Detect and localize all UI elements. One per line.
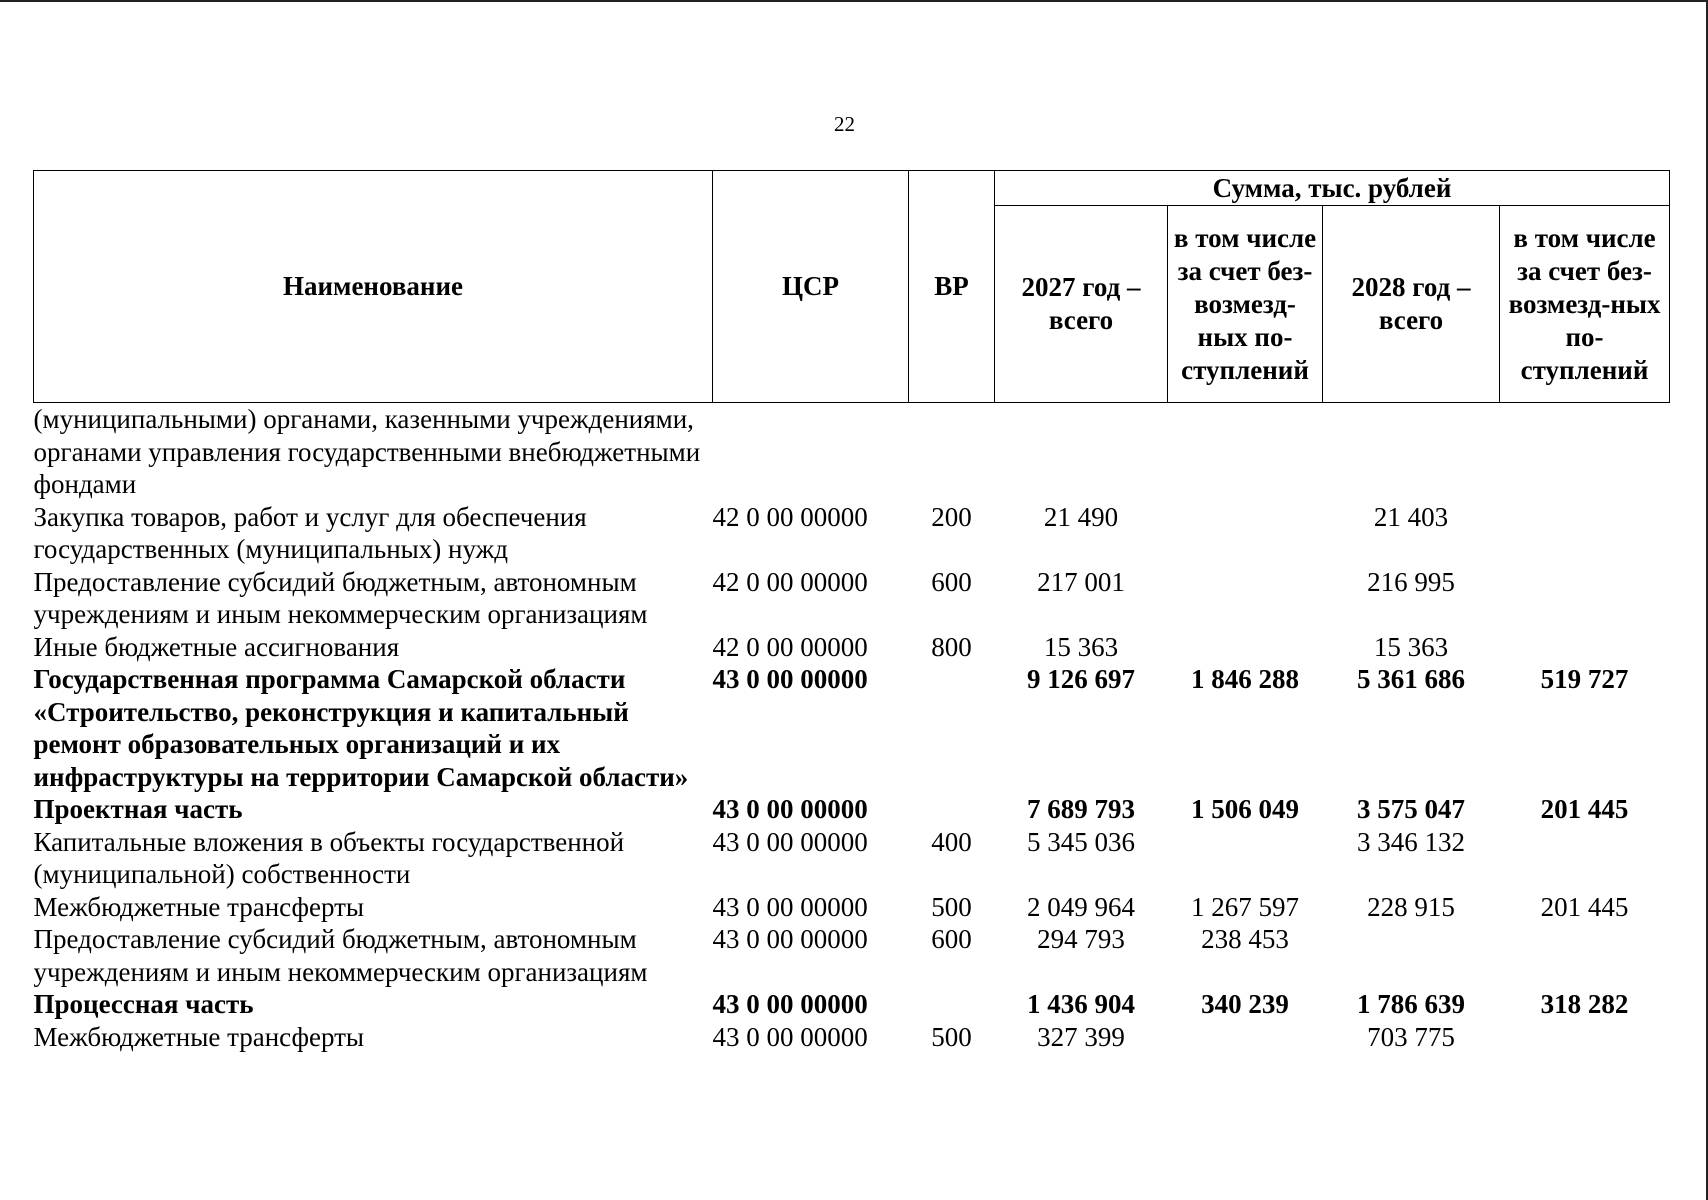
row-2028-grants <box>1500 501 1670 566</box>
row-csr: 43 0 00 00000 <box>712 1021 868 1052</box>
row-vr <box>909 663 995 793</box>
header-vr: ВР <box>909 171 995 403</box>
table-row <box>34 1021 1670 1054</box>
row-vr <box>909 403 995 501</box>
row-2028-grants: 318 282 <box>1540 989 1629 1019</box>
table-row <box>34 403 1670 501</box>
row-vr: 400 <box>931 826 972 857</box>
row-2027-grants <box>1168 631 1323 664</box>
row-2027-grants: 1 506 049 <box>1191 794 1299 824</box>
header-2028-total: 2028 год – всего <box>1323 206 1500 403</box>
row-2028-grants <box>1500 631 1670 664</box>
table-row <box>34 631 1670 664</box>
row-csr: 42 0 00 00000 <box>712 501 868 532</box>
table-row <box>34 566 1670 631</box>
row-2027-grants: 1 846 288 <box>1191 664 1299 694</box>
row-2028-grants: 519 727 <box>1540 664 1629 694</box>
row-2028-grants <box>1500 1021 1670 1054</box>
row-2027-total: 217 001 <box>1037 566 1125 597</box>
header-2028-grants: в том числе за счет без-возмезд-ных по-ступлений <box>1500 206 1670 403</box>
row-2028-total: 703 775 <box>1367 1021 1455 1052</box>
header-csr: ЦСР <box>713 171 909 403</box>
row-name: Предоставление субсидий бюджетным, автономным учреждениям и иным некоммерческим организациям <box>33 566 648 629</box>
row-2028-total: 3 575 047 <box>1357 794 1465 824</box>
row-2028-grants <box>1500 403 1670 501</box>
row-2027-grants <box>1168 1021 1323 1054</box>
row-csr: 43 0 00 00000 <box>712 664 868 694</box>
row-2027-grants: 1 267 597 <box>1191 891 1299 922</box>
header-2027-total: 2027 год – всего <box>995 206 1168 403</box>
row-2027-total: 2 049 964 <box>1027 891 1135 922</box>
row-csr <box>713 403 909 501</box>
row-vr: 200 <box>931 501 972 532</box>
row-csr: 43 0 00 00000 <box>712 891 868 922</box>
row-vr: 500 <box>931 1021 972 1052</box>
header-2027-grants: в том числе за счет без-возмезд-ных по-ступлений <box>1168 206 1323 403</box>
row-2028-total: 21 403 <box>1373 501 1449 532</box>
table-row <box>34 501 1670 566</box>
row-2028-total <box>1323 403 1500 501</box>
header-name: Наименование <box>34 171 713 403</box>
row-2028-grants: 201 445 <box>1540 891 1629 922</box>
page-top-edge <box>0 0 1708 2</box>
row-2028-total: 216 995 <box>1367 566 1455 597</box>
row-2028-grants <box>1500 923 1670 988</box>
row-2027-total: 21 490 <box>1043 501 1119 532</box>
row-csr: 43 0 00 00000 <box>712 989 868 1019</box>
table-body <box>34 403 1670 1054</box>
table-row <box>34 891 1670 924</box>
row-2028-grants: 201 445 <box>1540 794 1629 824</box>
row-2027-total: 5 345 036 <box>1027 826 1135 857</box>
row-2028-total <box>1323 923 1500 988</box>
row-vr: 600 <box>931 924 972 954</box>
row-name: (муниципальными) органами, казенными учреждениями, органами управления государственными внебюджетными фондами <box>33 404 701 499</box>
row-name: Межбюджетные трансферты <box>33 891 365 922</box>
row-2027-grants <box>1168 501 1323 566</box>
row-2027-total: 9 126 697 <box>1027 664 1135 694</box>
row-2027-grants <box>1168 826 1323 891</box>
row-name: Межбюджетные трансферты <box>33 1021 365 1052</box>
row-2028-total: 1 786 639 <box>1357 989 1465 1019</box>
row-name: Проектная часть <box>33 794 243 824</box>
row-2027-total: 15 363 <box>1043 631 1119 662</box>
row-vr <box>909 793 995 826</box>
row-vr: 500 <box>931 891 972 922</box>
row-name: Закупка товаров, работ и услуг для обеспечения государственных (муниципальных) нужд <box>33 501 587 564</box>
row-vr: 800 <box>931 631 972 662</box>
row-2027-grants: 238 453 <box>1201 924 1289 954</box>
row-name: Государственная программа Самарской области «Строительство, реконструкция и капитальный ремонт образовательных организаций и их инфраструктуры на территории Самарской области» <box>33 664 689 792</box>
row-csr: 43 0 00 00000 <box>712 826 868 857</box>
row-2028-grants <box>1500 566 1670 631</box>
row-2027-total: 327 399 <box>1037 1021 1125 1052</box>
table-row <box>34 793 1670 826</box>
row-2027-total <box>995 403 1168 501</box>
row-2027-grants <box>1168 566 1323 631</box>
row-vr: 600 <box>931 566 972 597</box>
row-2028-grants <box>1500 826 1670 891</box>
table-row <box>34 988 1670 1021</box>
row-csr: 43 0 00 00000 <box>712 924 868 954</box>
row-name: Предоставление субсидий бюджетным, автономным учреждениям и иным некоммерческим организациям <box>33 924 648 987</box>
row-2028-total: 15 363 <box>1373 631 1449 662</box>
row-2027-total: 294 793 <box>1037 924 1125 954</box>
row-vr <box>909 988 995 1021</box>
row-2028-total: 5 361 686 <box>1357 664 1465 694</box>
row-2028-total: 3 346 132 <box>1357 826 1465 857</box>
table-row <box>34 663 1670 793</box>
row-2027-grants <box>1168 403 1323 501</box>
row-csr: 42 0 00 00000 <box>712 631 868 662</box>
row-2027-grants: 340 239 <box>1201 989 1289 1019</box>
row-2027-total: 7 689 793 <box>1027 794 1135 824</box>
row-name: Иные бюджетные ассигнования <box>33 631 400 662</box>
row-2027-total: 1 436 904 <box>1027 989 1135 1019</box>
row-csr: 42 0 00 00000 <box>712 566 868 597</box>
header-sum-group: Сумма, тыс. рублей <box>995 171 1670 206</box>
row-2028-total: 228 915 <box>1367 891 1455 922</box>
page-number: 22 <box>834 112 855 136</box>
table-row <box>34 826 1670 891</box>
budget-table <box>33 170 1670 1053</box>
row-csr: 43 0 00 00000 <box>712 794 868 824</box>
table-header <box>34 171 1670 403</box>
row-name: Процессная часть <box>33 989 254 1019</box>
row-name: Капитальные вложения в объекты государственной (муниципальной) собственности <box>33 826 625 889</box>
table-row <box>34 923 1670 988</box>
